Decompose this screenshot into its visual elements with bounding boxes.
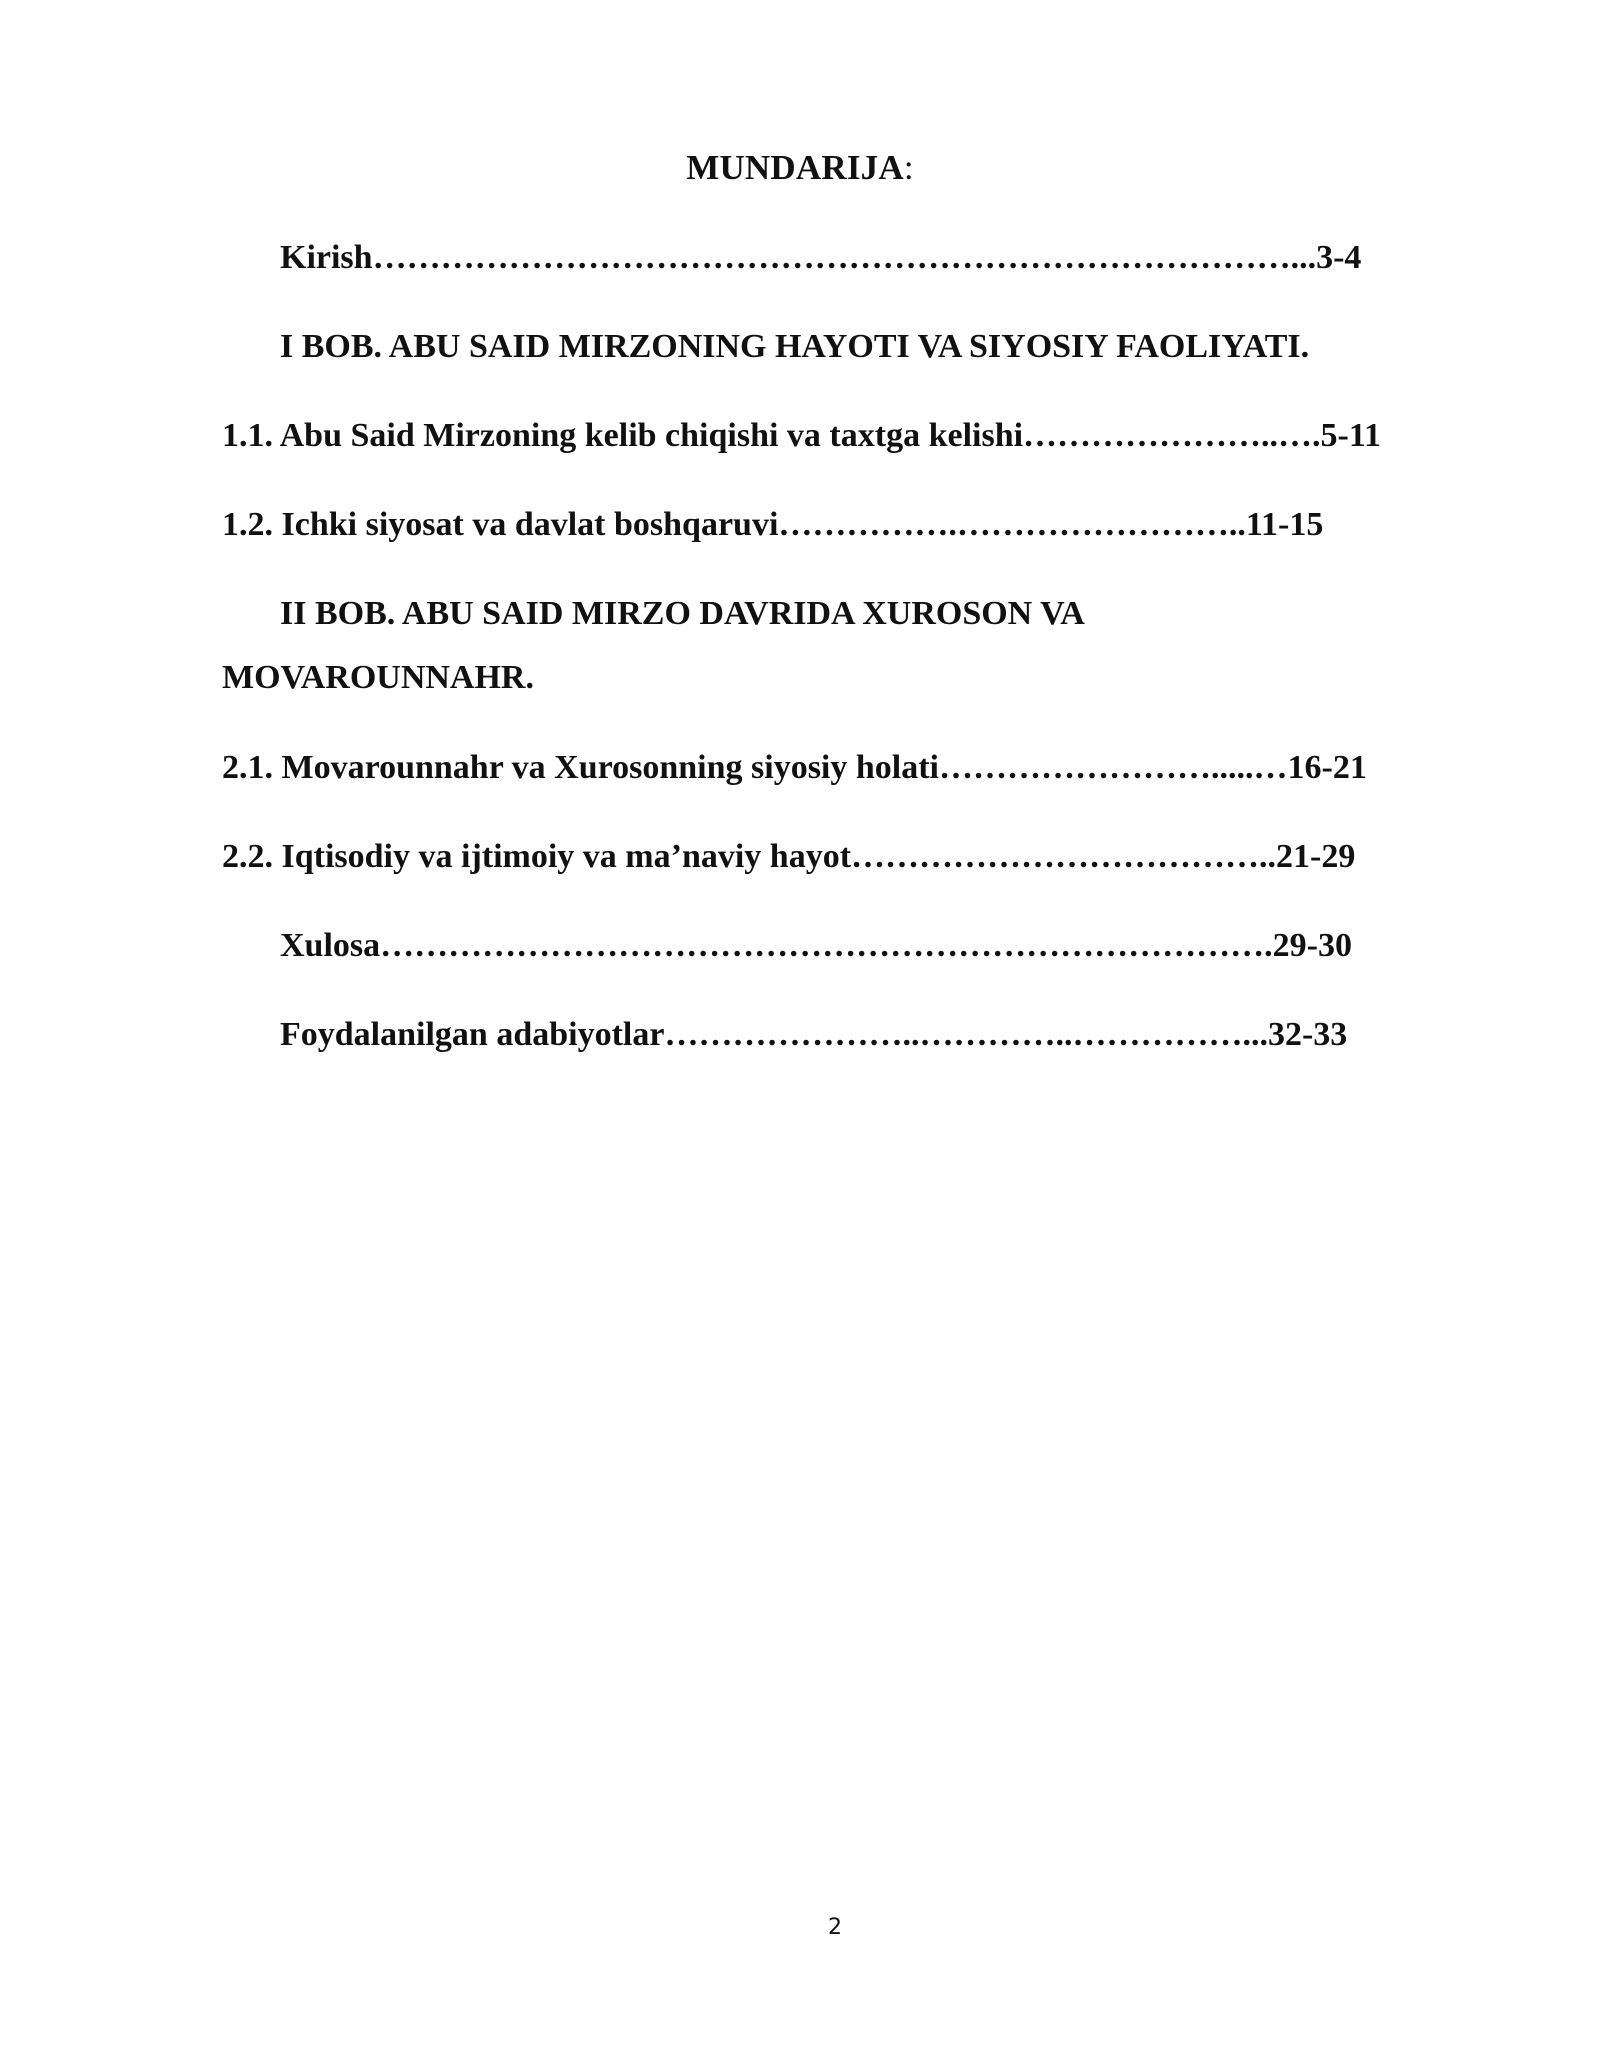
title-text: MUNDARIJA [686, 148, 904, 187]
toc-entry-2-2: 2.2. Iqtisodiy va ijtimoiy va ma’naviy hayot………………………………..21-29 [222, 838, 1356, 875]
page-title [0, 148, 1600, 188]
title-colon: : [903, 148, 914, 187]
toc-entry-1-1: 1.1. Abu Said Mirzoning kelib chiqishi va taxtga kelishi…………………..….5-11 [222, 417, 1382, 454]
toc-entry-2-1: 2.1. Movarounnahr va Xurosonning siyosiy holati…………………….....…16-21 [222, 749, 1367, 786]
toc-entry-1-2: 1.2. Ichki siyosat va davlat boshqaruvi…………….……………………..11-15 [222, 506, 1324, 543]
toc-entry-conclusion: Xulosa…………………………………………………………………….29-30 [280, 927, 1352, 964]
toc-entry-references: Foydalanilgan adabiyotlar…………………..…………..……………...32-33 [280, 1016, 1348, 1053]
toc-chapter-2-heading-line2: MOVAROUNNAHR. [222, 659, 534, 696]
page-number: 2 [828, 1915, 842, 1940]
toc-chapter-2-heading-line1: II BOB. ABU SAID MIRZO DAVRIDA XUROSON VA [280, 595, 1085, 632]
toc-entry-introduction: Kirish………………………………………………………………………...3-4 [280, 239, 1362, 276]
toc-chapter-1-heading: I BOB. ABU SAID MIRZONING HAYOTI VA SIYOSIY FAOLIYATI. [280, 328, 1310, 365]
